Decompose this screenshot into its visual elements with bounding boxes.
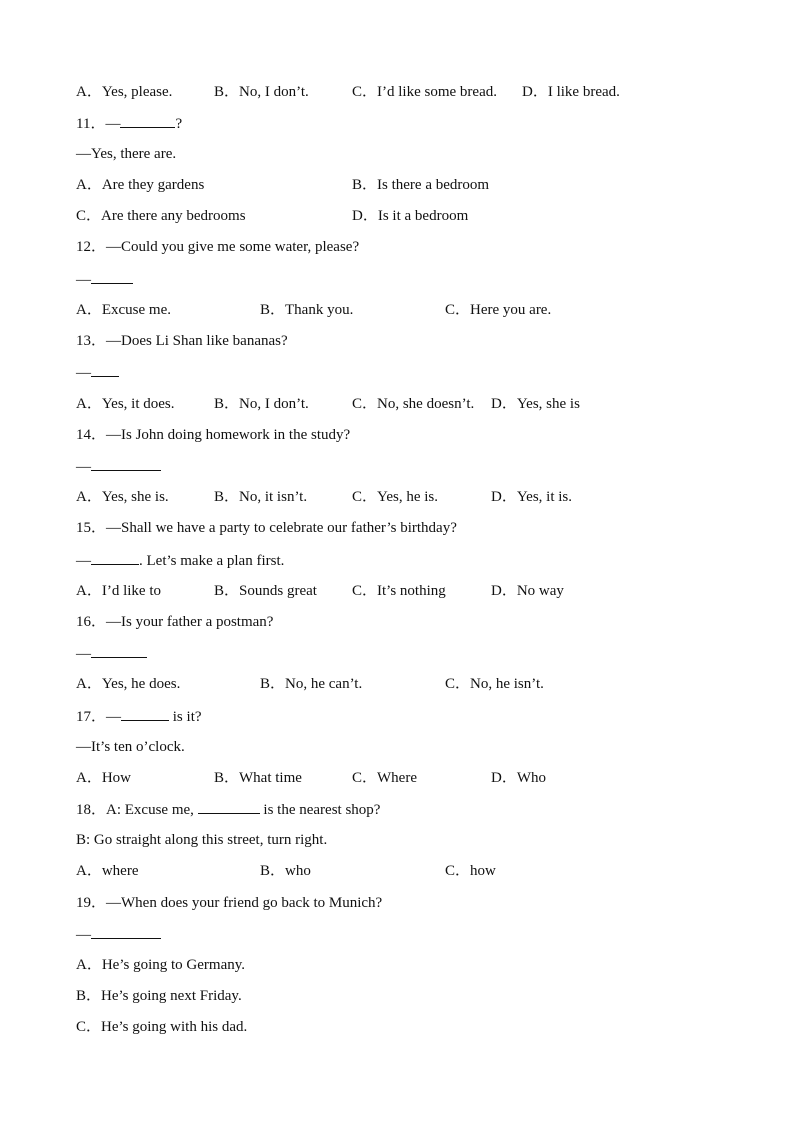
q14-option-c[interactable] [352,487,438,507]
q11-option-b[interactable] [352,175,489,195]
option-letter: C． [76,1019,102,1035]
option-letter: A． [76,489,102,505]
prompt-suffix: ? [175,116,183,132]
q15-option-c[interactable] [352,581,446,601]
prompt-text: —Shall we have a party to celebrate our father’s birthday? [106,520,457,536]
q13-option-a[interactable] [76,394,175,414]
dash: — [76,459,91,475]
option-text: He’s going next Friday. [101,988,242,1004]
option-text: Yes, he is. [377,489,439,505]
q11-options-row-2 [0,206,793,226]
option-text: He’s going to Germany. [101,957,246,973]
q15-option-d[interactable] [491,581,564,601]
prompt-suffix: is it? [169,709,202,725]
option-letter: A． [76,84,102,100]
q19-option-c-row [0,1017,793,1037]
q17-option-a[interactable] [76,768,131,788]
prompt-text: —Could you give me some water, please? [106,239,360,255]
answer-blank[interactable] [91,456,161,471]
option-letter: B． [76,988,102,1004]
option-text: No way [516,583,564,599]
q17-option-d[interactable] [491,768,546,788]
prompt-suffix: is the nearest shop? [259,802,381,818]
option-text: who [285,863,311,879]
prompt-text: —Is your father a postman? [106,614,274,630]
question-number: 16． [76,614,107,630]
option-text: No, it isn’t. [239,489,308,505]
q17-option-b[interactable] [214,768,302,788]
q12-prompt [0,237,793,257]
q12-reply [0,269,793,289]
option-text: Are they gardens [101,177,205,193]
question-number: 11． [76,116,106,132]
option-letter: D． [522,84,548,100]
question-number: 15． [76,520,107,536]
prompt-text: —Does Li Shan like bananas? [106,333,288,349]
option-text: Thank you. [285,302,354,318]
q11-option-d[interactable] [352,206,468,226]
option-text: Is there a bedroom [377,177,490,193]
dash: — [76,553,91,569]
q18-options-row [0,861,793,881]
dash: — [106,709,122,725]
prompt-text: —When does your friend go back to Munich? [106,895,383,911]
option-letter: D． [491,489,517,505]
q16-reply [0,643,793,663]
reply-text: B: Go straight along this street, turn right. [76,832,328,848]
dash: — [76,365,91,381]
question-number: 19． [76,895,107,911]
answer-blank[interactable] [91,269,133,284]
option-letter: A． [76,302,102,318]
option-text: Yes, he does. [101,676,181,692]
option-letter: C． [352,84,378,100]
option-text: I’d like to [101,583,161,599]
q11-prompt [0,113,793,133]
q11-option-a[interactable] [76,175,204,195]
option-text: Excuse me. [101,302,171,318]
q17-prompt [0,706,793,726]
q13-option-b[interactable] [214,394,309,414]
reply-suffix: . Let’s make a plan first. [139,553,285,569]
option-text: I’d like some bread. [377,84,497,100]
option-letter: B． [260,302,286,318]
q17-reply [0,737,793,757]
q14-option-d[interactable] [491,487,572,507]
option-letter: A． [76,583,102,599]
answer-blank[interactable] [120,113,175,128]
q15-options-row [0,581,793,601]
option-letter: D． [352,208,378,224]
q14-reply [0,456,793,476]
option-letter: B． [214,396,240,412]
option-letter: D． [491,583,517,599]
option-text: I like bread. [547,84,620,100]
q18-option-b[interactable] [260,861,311,881]
q16-option-c[interactable] [445,674,544,694]
answer-blank[interactable] [91,924,161,939]
option-text: It’s nothing [377,583,446,599]
q15-option-b[interactable] [214,581,317,601]
option-letter: D． [491,770,517,786]
q10-option-a[interactable] [76,82,172,102]
option-letter: C． [352,583,378,599]
option-text: Yes, she is [516,396,580,412]
q17-options-row [0,768,793,788]
option-letter: A． [76,863,102,879]
option-letter: C． [76,208,102,224]
q14-option-a[interactable] [76,487,169,507]
option-text: Yes, please. [101,84,173,100]
q10-options-row [0,82,793,102]
q19-option-c[interactable] [76,1017,247,1037]
option-letter: C． [352,770,378,786]
option-text: No, I don’t. [239,396,309,412]
prompt-text: —Is John doing homework in the study? [106,427,351,443]
dash: — [76,646,91,662]
q12-option-c[interactable] [445,300,551,320]
q19-option-a-row [0,955,793,975]
option-text: Yes, it does. [101,396,175,412]
dash: — [76,927,91,943]
q11-reply [0,144,793,164]
q10-option-b[interactable] [214,82,309,102]
option-letter: A． [76,957,102,973]
option-letter: A． [76,676,102,692]
option-text: Sounds great [239,583,317,599]
option-letter: B． [214,583,240,599]
q11-option-c[interactable] [76,206,246,226]
q16-option-b[interactable] [260,674,362,694]
option-letter: B． [352,177,378,193]
option-text: No, I don’t. [239,84,309,100]
answer-blank[interactable] [91,550,139,565]
option-letter: B． [260,676,286,692]
option-letter: C． [445,863,471,879]
option-text: Yes, it is. [516,489,573,505]
option-letter: A． [76,177,102,193]
question-number: 14． [76,427,107,443]
option-text: No, he can’t. [285,676,363,692]
option-text: Where [377,770,417,786]
q18-option-c[interactable] [445,861,496,881]
option-text: where [101,863,139,879]
option-letter: D． [491,396,517,412]
q19-option-a[interactable] [76,955,245,975]
option-letter: C． [352,489,378,505]
question-number: 12． [76,239,107,255]
option-text: What time [239,770,302,786]
q17-option-c[interactable] [352,768,417,788]
prompt-prefix: A: Excuse me, [106,802,198,818]
option-letter: A． [76,396,102,412]
dash: — [76,272,91,288]
q19-reply [0,924,793,944]
q16-prompt [0,612,793,632]
q14-prompt [0,425,793,445]
option-text: He’s going with his dad. [101,1019,248,1035]
q13-reply [0,362,793,382]
option-letter: B． [214,770,240,786]
reply-text: —Yes, there are. [76,146,177,162]
option-text: Yes, she is. [101,489,169,505]
answer-blank[interactable] [121,706,169,721]
q19-option-b-row [0,986,793,1006]
q16-option-a[interactable] [76,674,180,694]
question-number: 13． [76,333,107,349]
option-text: Who [516,770,547,786]
q18-option-a[interactable] [76,861,139,881]
q19-prompt [0,893,793,913]
option-text: No, he isn’t. [470,676,544,692]
option-letter: B． [214,489,240,505]
reply-text: —It’s ten o’clock. [76,739,185,755]
option-text: How [101,770,132,786]
q18-reply [0,830,793,850]
answer-blank[interactable] [198,799,260,814]
option-text: Are there any bedrooms [101,208,246,224]
option-text: how [470,863,496,879]
q19-option-b[interactable] [76,986,242,1006]
option-text: Here you are. [470,302,552,318]
q16-options-row [0,674,793,694]
q15-reply [0,550,793,570]
q10-option-c[interactable] [352,82,497,102]
q11-options-row-1 [0,175,793,195]
answer-blank[interactable] [91,643,147,658]
option-letter: A． [76,770,102,786]
option-letter: C． [352,396,378,412]
question-number: 17． [76,709,107,725]
q14-options-row [0,487,793,507]
answer-blank[interactable] [91,362,119,377]
option-letter: B． [260,863,286,879]
q15-option-a[interactable] [76,581,161,601]
q18-prompt [0,799,793,819]
q12-option-b[interactable] [260,300,353,320]
q10-option-d[interactable] [522,82,620,102]
q14-option-b[interactable] [214,487,307,507]
q13-options-row [0,394,793,414]
question-number: 18． [76,802,107,818]
option-letter: B． [214,84,240,100]
q12-option-a[interactable] [76,300,171,320]
option-text: Is it a bedroom [377,208,469,224]
option-text: No, she doesn’t. [377,396,475,412]
q13-option-d[interactable] [491,394,580,414]
q13-prompt [0,331,793,351]
dash: — [105,116,121,132]
option-letter: C． [445,676,471,692]
q13-option-c[interactable] [352,394,474,414]
q12-options-row [0,300,793,320]
q15-prompt [0,518,793,538]
option-letter: C． [445,302,471,318]
